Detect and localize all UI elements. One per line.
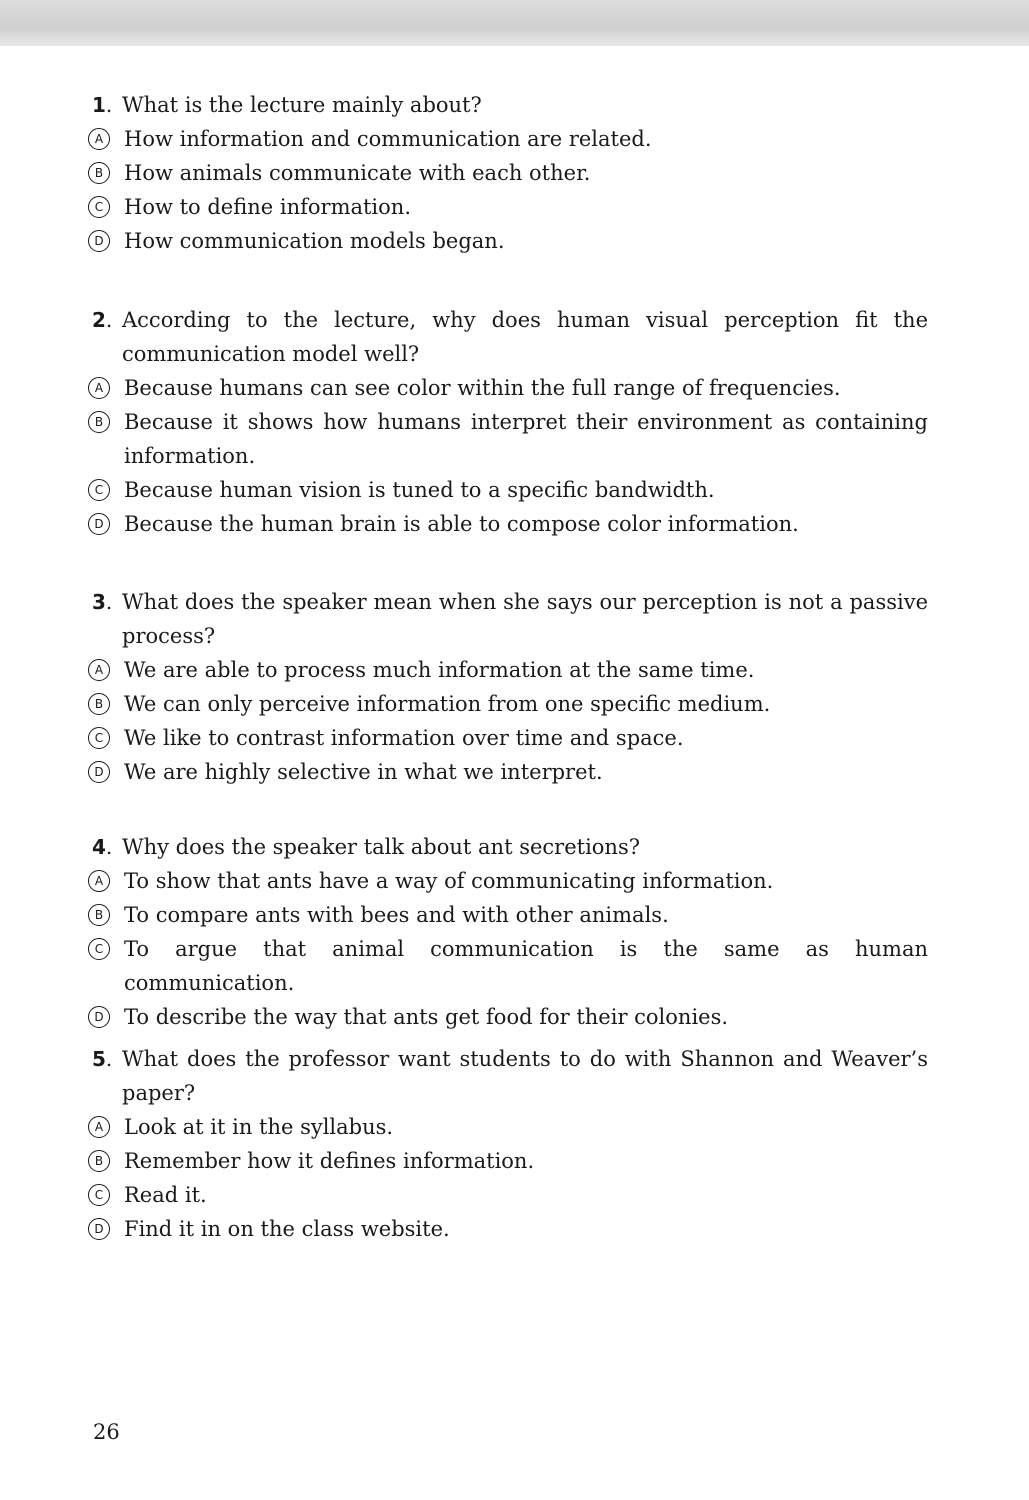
option-list <box>88 653 928 789</box>
option-d[interactable] <box>88 1000 928 1034</box>
option-letter-d-icon: D <box>88 1218 110 1240</box>
option-letter-b-icon: B <box>88 162 110 184</box>
option-letter-c-icon: C <box>88 196 110 218</box>
option-letter-b-icon: B <box>88 1150 110 1172</box>
option-text: Remember how it defines information. <box>124 1149 535 1173</box>
option-a[interactable] <box>88 122 928 156</box>
option-text: To argue that animal communication is the same as human communication. <box>124 937 928 995</box>
question-text: What does the speaker mean when she says our perception is not a passive process? <box>122 590 928 648</box>
option-letter-b-icon: B <box>88 411 110 433</box>
option-letter-b-icon: B <box>88 904 110 926</box>
question-stem <box>88 303 928 371</box>
option-text: How to define information. <box>124 195 411 219</box>
question-3 <box>88 585 928 789</box>
question-text: Why does the speaker talk about ant secretions? <box>122 835 640 859</box>
option-a[interactable] <box>88 653 928 687</box>
option-b[interactable] <box>88 687 928 721</box>
option-text: Because it shows how humans interpret their environment as containing information. <box>124 410 928 468</box>
question-number: 2. <box>92 308 113 332</box>
option-c[interactable] <box>88 1178 928 1212</box>
option-a[interactable] <box>88 864 928 898</box>
option-d[interactable] <box>88 507 928 541</box>
question-4 <box>88 830 928 1034</box>
option-text: How animals communicate with each other. <box>124 161 591 185</box>
option-d[interactable] <box>88 224 928 258</box>
option-text: How communication models began. <box>124 229 505 253</box>
option-c[interactable] <box>88 721 928 755</box>
option-c[interactable] <box>88 190 928 224</box>
question-text: According to the lecture, why does human visual perception fit the communication model well? <box>122 308 928 366</box>
option-letter-a-icon: A <box>88 870 110 892</box>
option-letter-d-icon: D <box>88 513 110 535</box>
option-text: Look at it in the syllabus. <box>124 1115 394 1139</box>
option-letter-a-icon: A <box>88 659 110 681</box>
option-letter-a-icon: A <box>88 377 110 399</box>
option-letter-c-icon: C <box>88 727 110 749</box>
option-list <box>88 1110 928 1246</box>
option-letter-c-icon: C <box>88 479 110 501</box>
option-c[interactable] <box>88 932 928 1000</box>
option-letter-d-icon: D <box>88 230 110 252</box>
question-number: 1. <box>92 93 113 117</box>
option-letter-c-icon: C <box>88 1184 110 1206</box>
option-a[interactable] <box>88 1110 928 1144</box>
question-5 <box>88 1042 928 1246</box>
option-list <box>88 864 928 1034</box>
option-text: We are able to process much information at the same time. <box>124 658 755 682</box>
question-2 <box>88 303 928 541</box>
option-text: Find it in on the class website. <box>124 1217 450 1241</box>
page-number: 26 <box>93 1420 120 1444</box>
option-b[interactable] <box>88 405 928 473</box>
option-letter-d-icon: D <box>88 1006 110 1028</box>
question-text: What is the lecture mainly about? <box>122 93 482 117</box>
question-number: 4. <box>92 835 113 859</box>
question-number: 3. <box>92 590 113 614</box>
option-a[interactable] <box>88 371 928 405</box>
option-b[interactable] <box>88 1144 928 1178</box>
option-text: To compare ants with bees and with other animals. <box>124 903 669 927</box>
option-text: Because the human brain is able to compose color information. <box>124 512 799 536</box>
option-text: Because human vision is tuned to a specific bandwidth. <box>124 478 715 502</box>
question-stem <box>88 830 928 864</box>
option-list <box>88 371 928 541</box>
question-stem <box>88 1042 928 1110</box>
option-letter-c-icon: C <box>88 938 110 960</box>
option-c[interactable] <box>88 473 928 507</box>
option-letter-b-icon: B <box>88 693 110 715</box>
option-text: How information and communication are related. <box>124 127 652 151</box>
option-text: Because humans can see color within the full range of frequencies. <box>124 376 841 400</box>
question-text: What does the professor want students to do with Shannon and Weaver’s paper? <box>122 1047 928 1105</box>
option-text: We like to contrast information over time and space. <box>124 726 684 750</box>
option-text: To describe the way that ants get food for their colonies. <box>124 1005 729 1029</box>
question-stem <box>88 585 928 653</box>
option-letter-a-icon: A <box>88 128 110 150</box>
question-stem <box>88 88 928 122</box>
option-text: We are highly selective in what we interpret. <box>124 760 603 784</box>
question-number: 5. <box>92 1047 113 1071</box>
option-text: We can only perceive information from one specific medium. <box>124 692 771 716</box>
option-letter-d-icon: D <box>88 761 110 783</box>
option-d[interactable] <box>88 1212 928 1246</box>
option-b[interactable] <box>88 156 928 190</box>
option-d[interactable] <box>88 755 928 789</box>
option-list <box>88 122 928 258</box>
option-text: Read it. <box>124 1183 207 1207</box>
option-letter-a-icon: A <box>88 1116 110 1138</box>
option-text: To show that ants have a way of communicating information. <box>124 869 774 893</box>
question-1 <box>88 88 928 258</box>
option-b[interactable] <box>88 898 928 932</box>
page-top-shadow <box>0 0 1029 46</box>
